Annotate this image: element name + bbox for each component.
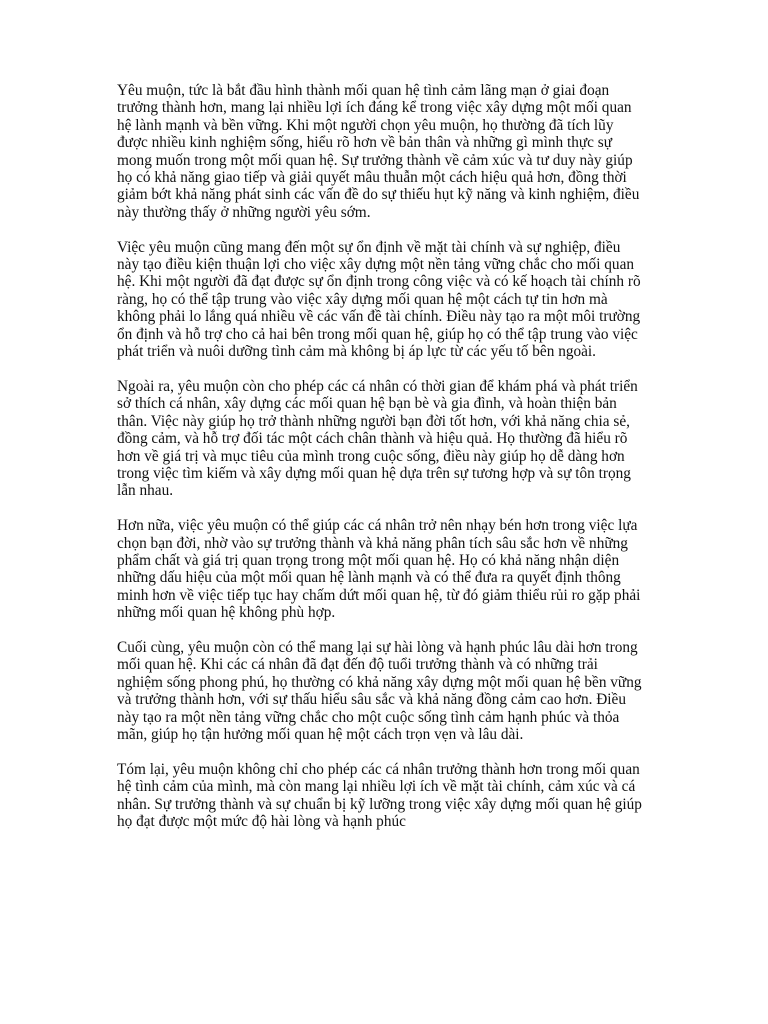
document-body xyxy=(117,82,657,848)
text-line: này tạo điều kiện thuận lợi cho việc xây dựng một nền tảng vững chắc cho mối quan xyxy=(117,256,635,274)
text-line: giảm bớt khả năng phát sinh các vấn đề do sự thiếu hụt kỹ năng và kinh nghiệm, điều xyxy=(117,186,640,204)
text-line: mãn, giúp họ tận hưởng mối quan hệ một cách trọn vẹn và lâu dài. xyxy=(117,725,524,743)
text-line: chọn bạn đời, nhờ vào sự trưởng thành và khả năng phân tích sâu sắc hơn về những xyxy=(117,534,628,552)
text-line: trong việc tìm kiếm và xây dựng mối quan hệ dựa trên sự tương hợp và sự tôn trọng xyxy=(117,464,631,482)
text-line: không phải lo lắng quá nhiều về các vấn đề tài chính. Điều này tạo ra một môi trường xyxy=(117,308,641,326)
text-line: những mối quan hệ không phù hợp. xyxy=(117,604,336,622)
text-line: hệ tình cảm của mình, mà còn mang lại nhiều lợi ích về mặt tài chính, cảm xúc và cá xyxy=(117,778,636,796)
text-line: mong muốn trong một mối quan hệ. Sự trưởng thành về cảm xúc và tư duy này giúp xyxy=(117,151,633,169)
text-line: phẩm chất và giá trị quan trọng trong một mối quan hệ. Họ có khả năng nhận diện xyxy=(117,551,620,569)
text-line: sở thích cá nhân, xây dựng các mối quan hệ bạn bè và gia đình, và hoàn thiện bản xyxy=(117,395,617,413)
text-line: hơn về giá trị và mục tiêu của mình trong cuộc sống, điều này giúp họ dễ dàng hơn xyxy=(117,447,625,465)
paragraph xyxy=(117,239,657,361)
text-line: và trưởng thành hơn, với sự thấu hiểu sâu sắc và khả năng đồng cảm cao hơn. Điều xyxy=(117,691,626,709)
text-line: minh hơn về việc tiếp tục hay chấm dứt mối quan hệ, từ đó giảm thiểu rủi ro gặp phải xyxy=(117,586,641,604)
text-line: phát triển và nuôi dưỡng tình cảm mà không bị áp lực từ các yếu tố bên ngoài. xyxy=(117,343,596,361)
paragraph xyxy=(117,761,657,831)
text-line: nhân. Sự trưởng thành và sự chuẩn bị kỹ lưỡng trong việc xây dựng mối quan hệ giúp xyxy=(117,795,642,813)
text-line: họ đạt được một mức độ hài lòng và hạnh phúc xyxy=(117,812,406,830)
text-line: nghiệm sống phong phú, họ thường có khả năng xây dựng một mối quan hệ bền vững xyxy=(117,673,642,691)
paragraph xyxy=(117,639,657,743)
text-line: hệ lành mạnh và bền vững. Khi một người chọn yêu muộn, họ thường đã tích lũy xyxy=(117,116,614,134)
paragraph xyxy=(117,517,657,621)
paragraph xyxy=(117,378,657,500)
text-line: Việc yêu muộn cũng mang đến một sự ổn định về mặt tài chính và sự nghiệp, điều xyxy=(117,238,621,256)
text-line: ràng, họ có thể tập trung vào việc xây dựng mối quan hệ một cách tự tin hơn mà xyxy=(117,290,608,308)
text-line: này tạo ra một nền tảng vững chắc cho một cuộc sống tình cảm hạnh phúc và thỏa xyxy=(117,708,620,726)
text-line: trưởng thành hơn, mang lại nhiều lợi ích đáng kể trong việc xây dựng một mối quan xyxy=(117,99,632,117)
text-line: hệ. Khi một người đã đạt được sự ổn định trong công việc và có kế hoạch tài chính rõ xyxy=(117,273,641,291)
text-line: Tóm lại, yêu muộn không chỉ cho phép các cá nhân trưởng thành hơn trong mối quan xyxy=(117,760,640,778)
text-line: Yêu muộn, tức là bắt đầu hình thành mối quan hệ tình cảm lãng mạn ở giai đoạn xyxy=(117,82,610,99)
text-line: thân. Việc này giúp họ trở thành những người bạn đời tốt hơn, với khả năng chia sẻ, xyxy=(117,412,630,430)
text-line: mối quan hệ. Khi các cá nhân đã đạt đến độ tuổi trưởng thành và có những trải xyxy=(117,656,598,674)
text-line: ổn định và hỗ trợ cho cả hai bên trong mối quan hệ, giúp họ có thể tập trung vào việc xyxy=(117,325,638,343)
paragraph xyxy=(117,82,657,221)
text-line: Hơn nữa, việc yêu muộn có thể giúp các cá nhân trở nên nhạy bén hơn trong việc lựa xyxy=(117,517,638,535)
text-line: Ngoài ra, yêu muộn còn cho phép các cá nhân có thời gian để khám phá và phát triển xyxy=(117,377,638,395)
text-line: được nhiều kinh nghiệm sống, hiểu rõ hơn về bản thân và những gì mình thực sự xyxy=(117,134,613,152)
text-line: những dấu hiệu của một mối quan hệ lành mạnh và có thể đưa ra quyết định thông xyxy=(117,569,621,587)
text-line: đồng cảm, và hỗ trợ đối tác một cách chân thành và hiệu quả. Họ thường đã hiểu rõ xyxy=(117,430,628,448)
text-line: này thường thấy ở những người yêu sớm. xyxy=(117,203,371,221)
text-line: lẫn nhau. xyxy=(117,482,174,500)
text-line: Cuối cùng, yêu muộn còn có thể mang lại sự hài lòng và hạnh phúc lâu dài hơn trong xyxy=(117,638,638,656)
text-line: họ có khả năng giao tiếp và giải quyết mâu thuẫn một cách hiệu quả hơn, đồng thời xyxy=(117,169,627,187)
